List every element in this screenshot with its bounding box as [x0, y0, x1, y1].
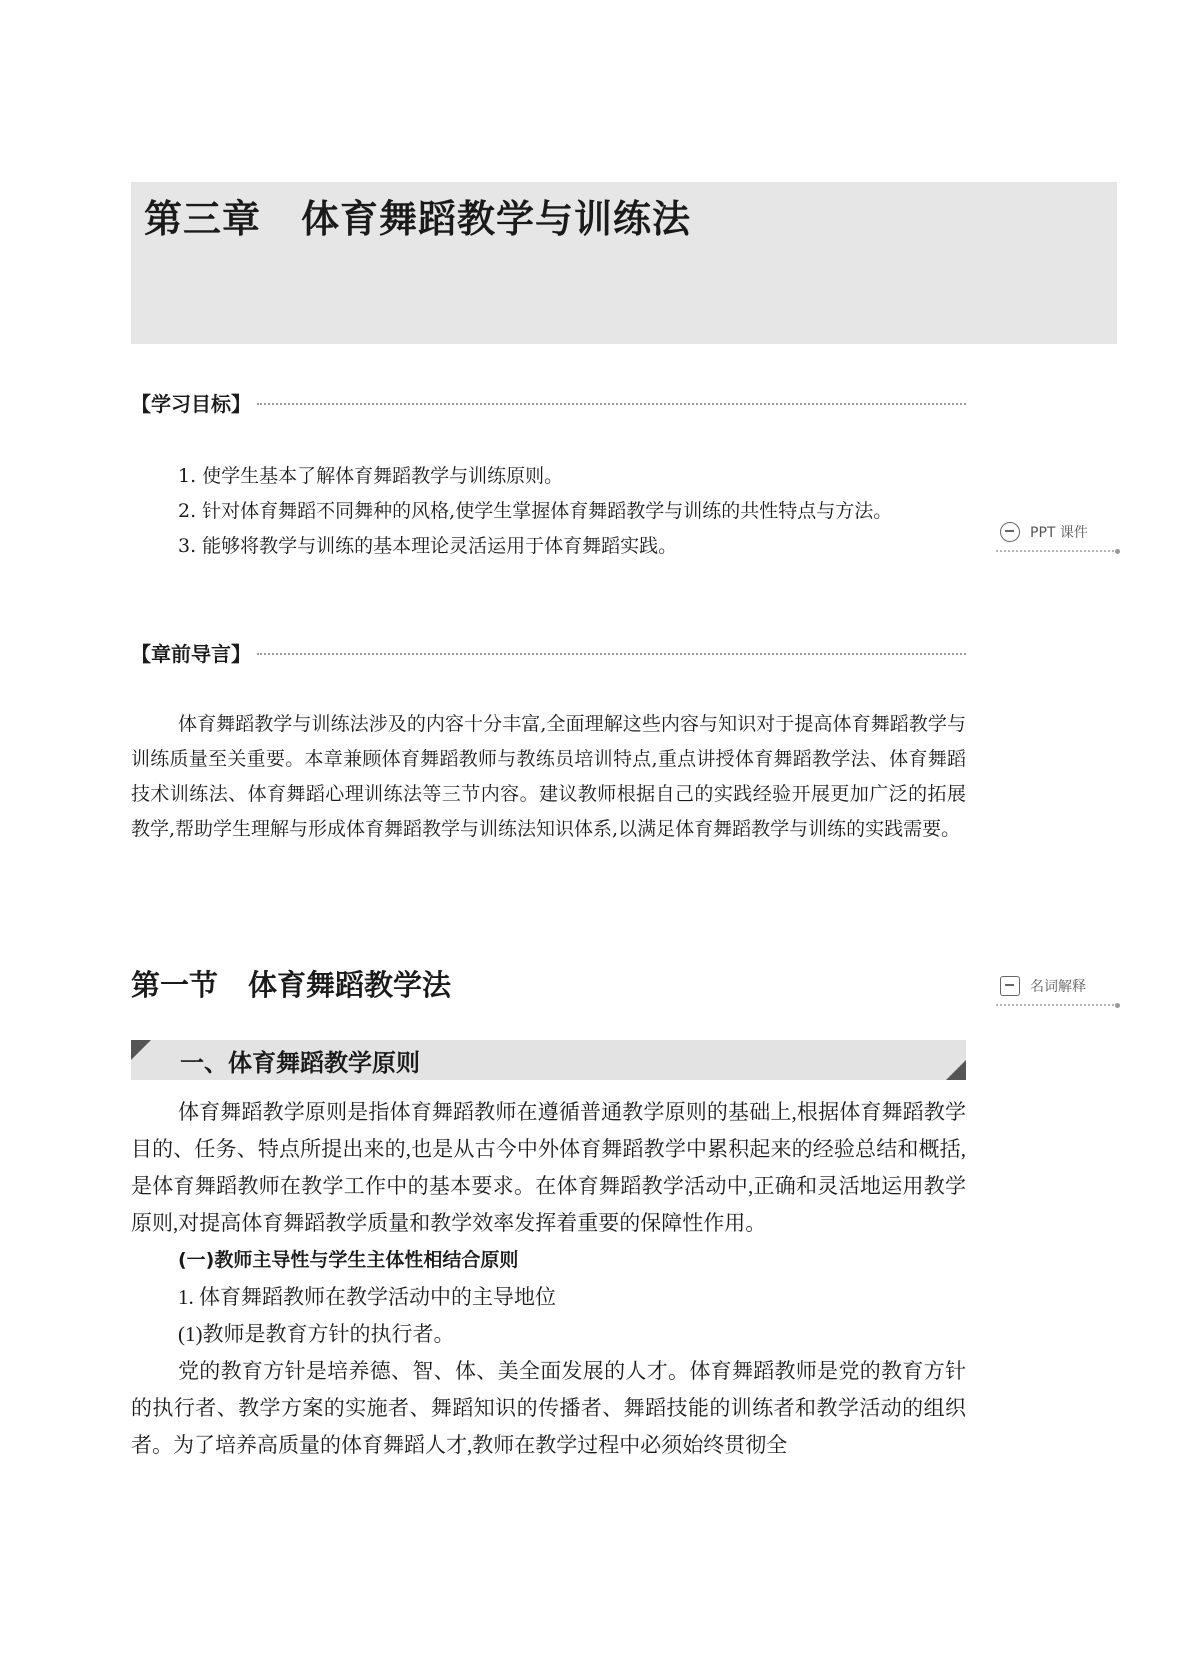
body-paragraph: 体育舞蹈教学原则是指体育舞蹈教师在遵循普通教学原则的基础上,根据体育舞蹈教学目的、任务、特点所提出来的,也是从古今中外体育舞蹈教学中累积起来的经验总结和概括,是体育舞蹈教师在教学工作中的基本要求。在体育舞蹈教学活动中,正确和灵活地运用教学原则,对提高体育舞蹈教学质量和教学效率发挥着重要的保障性作用。 [131, 1100, 966, 1235]
intro-label: 【章前导言】 [131, 641, 251, 666]
body-paragraph: 党的教育方针是培养德、智、体、美全面发展的人才。体育舞蹈教师是党的教育方针的执行者、教学方案的实施者、舞蹈知识的传播者、舞蹈技能的训练者和教学活动的组织者。为了培养高质量的体育舞蹈人才,教师在教学过程中必须始终贯彻全 [131, 1359, 966, 1457]
intro-heading [131, 636, 966, 668]
intro-paragraph: 体育舞蹈教学与训练法涉及的内容十分丰富,全面理解这些内容与知识对于提高体育舞蹈教学与训练质量至关重要。本章兼顾体育舞蹈教师与教练员培训特点,重点讲授体育舞蹈教学法、体育舞蹈技术训练法、体育舞蹈心理训练法等三节内容。建议教师根据自己的实践经验开展更加广泛的拓展教学,帮助学生理解与形成体育舞蹈教学与训练法知识体系,以满足体育舞蹈教学与训练的实践需要。 [131, 713, 966, 840]
glossary-label: 名词解释 [1030, 979, 1086, 995]
objectives-list [131, 459, 966, 564]
section-title [131, 963, 451, 1004]
glossary-icon [1000, 976, 1020, 996]
section-name: 体育舞蹈教学法 [248, 968, 452, 1002]
corner-triangle-top-left [131, 1040, 151, 1060]
principle-heading: (一)教师主导性与学生主体性相结合原则 [178, 1249, 519, 1271]
chapter-number: 第三章 [144, 197, 262, 241]
courseware-icon [1000, 522, 1020, 542]
objectives-heading [131, 386, 966, 418]
intro-text-block [131, 707, 966, 847]
dotted-rule [257, 403, 966, 405]
glossary-tag[interactable] [996, 968, 1118, 1006]
ppt-courseware-tag[interactable] [996, 514, 1118, 552]
dotted-rule [257, 653, 966, 655]
ppt-label: PPT 课件 [1030, 525, 1088, 541]
body-text [131, 1094, 966, 1464]
objective-item: 2. 针对体育舞蹈不同舞种的风格,使学生掌握体育舞蹈教学与训练的共性特点与方法。 [178, 500, 893, 522]
section-number: 第一节 [131, 968, 219, 1002]
point-heading: 1. 体育舞蹈教师在教学活动中的主导地位 [178, 1285, 556, 1309]
chapter-name: 体育舞蹈教学与训练法 [301, 197, 692, 241]
corner-triangle-bottom-right [946, 1060, 966, 1080]
chapter-title [144, 188, 691, 243]
subpoint-heading: (1)教师是教育方针的执行者。 [178, 1322, 455, 1346]
objectives-label: 【学习目标】 [131, 391, 251, 416]
objective-item: 3. 能够将教学与训练的基本理论灵活运用于体育舞蹈实践。 [178, 535, 678, 557]
objective-item: 1. 使学生基本了解体育舞蹈教学与训练原则。 [178, 465, 564, 487]
subsection-title: 一、体育舞蹈教学原则 [180, 1049, 420, 1077]
